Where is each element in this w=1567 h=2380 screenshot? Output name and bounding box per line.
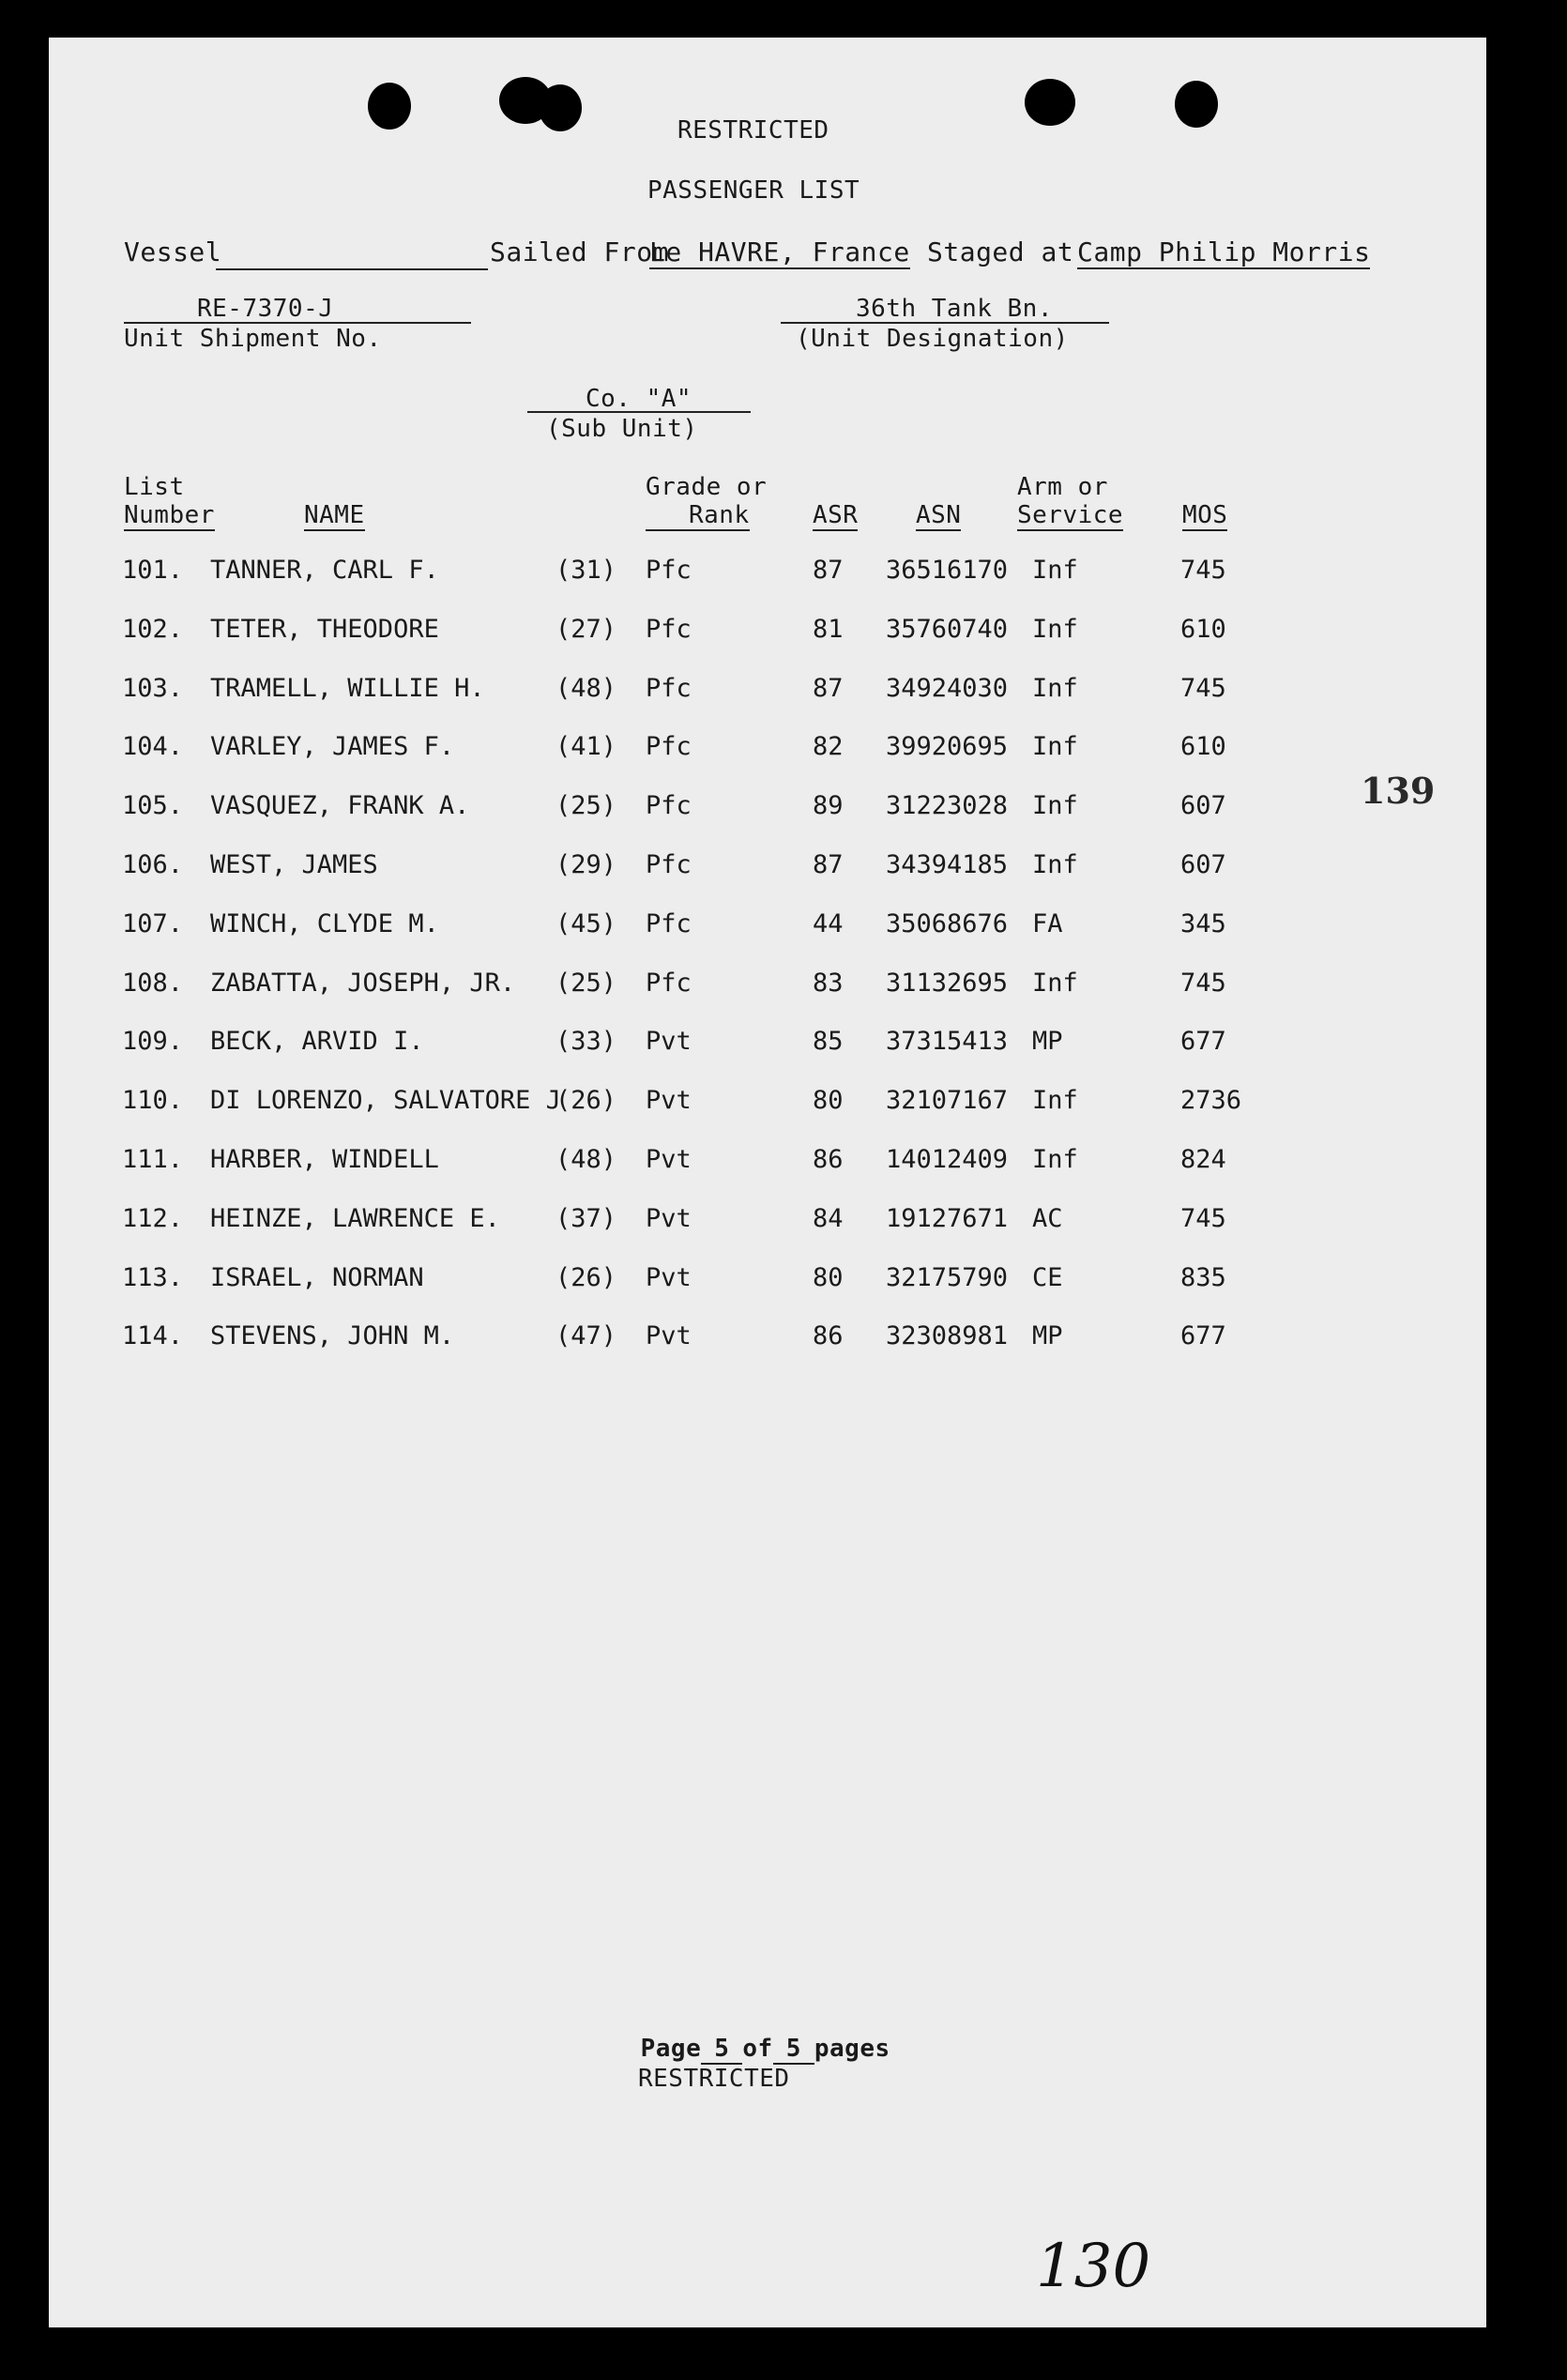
vessel-blank (216, 268, 488, 270)
cell-num: 108. (122, 968, 184, 998)
cell-asr: 87 (813, 850, 844, 879)
pages-label: pages (814, 2035, 890, 2063)
cell-asr: 89 (813, 791, 844, 821)
cell-rank: Pfc (646, 614, 692, 644)
cell-mos: 607 (1180, 850, 1226, 879)
page-current: 5 (701, 2035, 742, 2065)
of-label: of (742, 2035, 773, 2063)
cell-mos: 745 (1180, 968, 1226, 998)
cell-age: (48) (555, 1145, 617, 1174)
punch-hole (539, 84, 582, 131)
cell-asn: 39920695 (886, 732, 1009, 762)
cell-rank: Pfc (646, 673, 692, 703)
unit-shipment-line (124, 322, 471, 324)
cell-rank: Pfc (646, 791, 692, 821)
document-page (49, 38, 1486, 2327)
cell-age: (27) (555, 614, 617, 644)
cell-rank: Pfc (646, 908, 692, 938)
punch-hole (368, 83, 411, 130)
cell-asn: 14012409 (886, 1145, 1009, 1174)
cell-asn: 32107167 (886, 1086, 1009, 1116)
cell-asr: 86 (813, 1321, 844, 1351)
cell-arm: FA (1032, 908, 1063, 938)
col-asr: ASR (813, 501, 859, 529)
cell-num: 107. (122, 908, 184, 938)
cell-arm: CE (1032, 1262, 1063, 1292)
col-mos: MOS (1182, 501, 1228, 529)
cell-name: WINCH, CLYDE M. (210, 908, 439, 938)
cell-asr: 44 (813, 908, 844, 938)
cell-arm: Inf (1032, 791, 1078, 821)
cell-num: 102. (122, 614, 184, 644)
col-arm-top: Arm or (1017, 473, 1108, 501)
cell-rank: Pvt (646, 1086, 692, 1116)
cell-asr: 80 (813, 1262, 844, 1292)
cell-name: TANNER, CARL F. (210, 556, 439, 585)
vessel-label: Vessel (124, 236, 222, 267)
cell-rank: Pvt (646, 1027, 692, 1057)
cell-name: TRAMELL, WILLIE H. (210, 673, 485, 703)
sub-unit-value: Co. "A" (586, 385, 692, 413)
cell-mos: 824 (1180, 1145, 1226, 1174)
cell-asn: 34924030 (886, 673, 1009, 703)
classification-top: RESTRICTED (677, 116, 829, 145)
cell-asn: 36516170 (886, 556, 1009, 585)
cell-arm: Inf (1032, 1145, 1078, 1174)
col-list-number: Number (124, 501, 215, 529)
cell-num: 105. (122, 791, 184, 821)
cell-age: (26) (555, 1086, 617, 1116)
cell-asn: 32175790 (886, 1262, 1009, 1292)
cell-age: (45) (555, 908, 617, 938)
cell-asr: 84 (813, 1203, 844, 1233)
cell-asr: 86 (813, 1145, 844, 1174)
cell-rank: Pvt (646, 1203, 692, 1233)
cell-asr: 85 (813, 1027, 844, 1057)
cell-num: 106. (122, 850, 184, 879)
cell-asr: 83 (813, 968, 844, 998)
cell-name: WEST, JAMES (210, 850, 378, 879)
col-asn: ASN (916, 501, 962, 529)
cell-name: HEINZE, LAWRENCE E. (210, 1203, 500, 1233)
cell-name: STEVENS, JOHN M. (210, 1321, 455, 1351)
cell-mos: 607 (1180, 791, 1226, 821)
cell-asn: 19127671 (886, 1203, 1009, 1233)
cell-mos: 2736 (1180, 1086, 1242, 1116)
unit-designation-line (781, 322, 1109, 324)
col-grade: Rank (646, 501, 750, 531)
cell-name: HARBER, WINDELL (210, 1145, 439, 1174)
cell-mos: 745 (1180, 673, 1226, 703)
cell-rank: Pvt (646, 1145, 692, 1174)
cell-mos: 745 (1180, 1203, 1226, 1233)
cell-asn: 35068676 (886, 908, 1009, 938)
cell-mos: 745 (1180, 556, 1226, 585)
sub-unit-label: (Sub Unit) (546, 415, 698, 443)
cell-num: 109. (122, 1027, 184, 1057)
cell-asr: 82 (813, 732, 844, 762)
cell-arm: Inf (1032, 1086, 1078, 1116)
unit-shipment-label: Unit Shipment No. (124, 325, 382, 353)
cell-asn: 31223028 (886, 791, 1009, 821)
cell-name: ISRAEL, NORMAN (210, 1262, 424, 1292)
cell-mos: 677 (1180, 1321, 1226, 1351)
cell-rank: Pvt (646, 1321, 692, 1351)
sailed-from-value: Le HAVRE, France (649, 236, 910, 267)
cell-age: (26) (555, 1262, 617, 1292)
cell-arm: Inf (1032, 968, 1078, 998)
cell-age: (25) (555, 791, 617, 821)
cell-mos: 345 (1180, 908, 1226, 938)
page-stamp-number: 139 (1361, 770, 1436, 812)
cell-mos: 610 (1180, 614, 1226, 644)
col-arm: Service (1017, 501, 1124, 529)
col-grade-top: Grade or (646, 473, 768, 501)
cell-age: (31) (555, 556, 617, 585)
cell-age: (37) (555, 1203, 617, 1233)
cell-age: (41) (555, 732, 617, 762)
cell-arm: MP (1032, 1027, 1063, 1057)
staged-at-value: Camp Philip Morris (1077, 236, 1371, 267)
cell-age: (25) (555, 968, 617, 998)
cell-asr: 87 (813, 673, 844, 703)
cell-name: DI LORENZO, SALVATORE J (210, 1086, 561, 1116)
cell-arm: AC (1032, 1203, 1063, 1233)
cell-age: (33) (555, 1027, 617, 1057)
cell-asr: 80 (813, 1086, 844, 1116)
cell-name: VASQUEZ, FRANK A. (210, 791, 470, 821)
page-label: Page (640, 2035, 702, 2063)
punch-hole (1025, 79, 1075, 126)
cell-age: (29) (555, 850, 617, 879)
unit-designation-value: 36th Tank Bn. (856, 295, 1053, 323)
cell-num: 113. (122, 1262, 184, 1292)
page-total: 5 (773, 2035, 814, 2065)
cell-rank: Pfc (646, 732, 692, 762)
sub-unit-line (527, 411, 751, 413)
cell-arm: Inf (1032, 732, 1078, 762)
cell-num: 103. (122, 673, 184, 703)
unit-designation-label: (Unit Designation) (796, 325, 1069, 353)
cell-num: 114. (122, 1321, 184, 1351)
col-list-number-top: List (124, 473, 185, 501)
cell-asn: 31132695 (886, 968, 1009, 998)
cell-num: 104. (122, 732, 184, 762)
cell-name: VARLEY, JAMES F. (210, 732, 455, 762)
cell-num: 111. (122, 1145, 184, 1174)
cell-mos: 835 (1180, 1262, 1226, 1292)
cell-name: ZABATTA, JOSEPH, JR. (210, 968, 516, 998)
cell-num: 112. (122, 1203, 184, 1233)
cell-asr: 87 (813, 556, 844, 585)
sailed-from-label: Sailed From (490, 236, 669, 267)
cell-num: 101. (122, 556, 184, 585)
cell-age: (48) (555, 673, 617, 703)
cell-arm: Inf (1032, 850, 1078, 879)
cell-asn: 37315413 (886, 1027, 1009, 1057)
cell-mos: 677 (1180, 1027, 1226, 1057)
staged-at-label: Staged at (927, 236, 1074, 267)
document-title: PASSENGER LIST (647, 176, 860, 205)
handwritten-number: 130 (1036, 2232, 1151, 2301)
cell-arm: Inf (1032, 673, 1078, 703)
cell-rank: Pvt (646, 1262, 692, 1292)
classification-bottom: RESTRICTED (638, 2065, 790, 2093)
cell-rank: Pfc (646, 968, 692, 998)
cell-arm: MP (1032, 1321, 1063, 1351)
cell-asn: 32308981 (886, 1321, 1009, 1351)
col-name: NAME (304, 501, 365, 529)
punch-hole (1175, 81, 1218, 128)
cell-mos: 610 (1180, 732, 1226, 762)
cell-age: (47) (555, 1321, 617, 1351)
cell-rank: Pfc (646, 556, 692, 585)
cell-name: BECK, ARVID I. (210, 1027, 424, 1057)
cell-asr: 81 (813, 614, 844, 644)
cell-name: TETER, THEODORE (210, 614, 439, 644)
cell-num: 110. (122, 1086, 184, 1116)
cell-asn: 34394185 (886, 850, 1009, 879)
cell-arm: Inf (1032, 556, 1078, 585)
cell-rank: Pfc (646, 850, 692, 879)
cell-asn: 35760740 (886, 614, 1009, 644)
unit-shipment-value: RE-7370-J (197, 295, 334, 323)
cell-arm: Inf (1032, 614, 1078, 644)
